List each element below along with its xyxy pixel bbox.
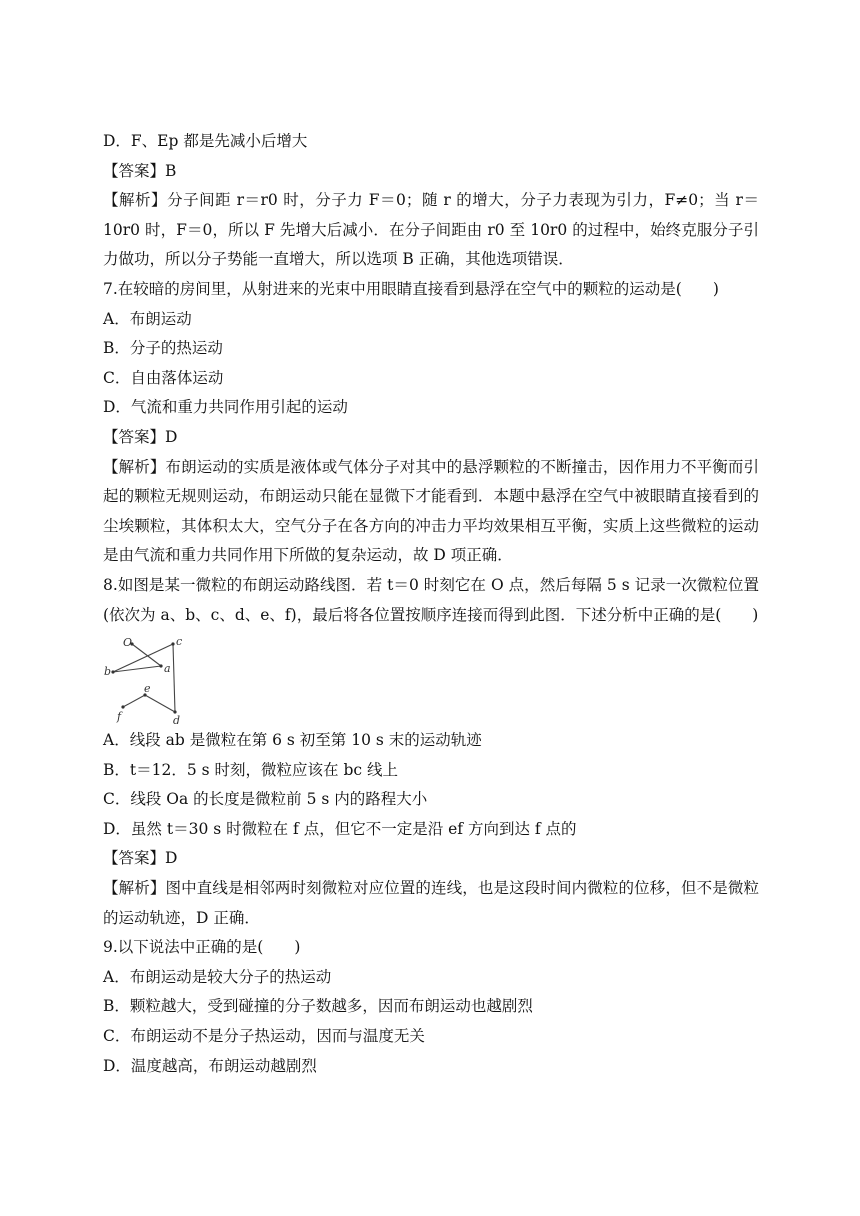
q8-option-d: D．虽然 t＝30 s 时微粒在 f 点，但它不一定是沿 ef 方向到达 f 点的 xyxy=(103,819,577,838)
brownian-path-diagram xyxy=(103,634,193,726)
q7-option-a: A．布朗运动 xyxy=(103,309,192,328)
point-b xyxy=(111,670,114,673)
path-segment-ef xyxy=(123,695,145,707)
q9-option-a: A．布朗运动是较大分子的热运动 xyxy=(103,967,332,986)
q8-analysis: 【解析】图中直线是相邻两时刻微粒对应位置的连线，也是这段时间内微粒的位移，但不是微粒的运动轨迹，D 正确． xyxy=(103,879,759,927)
q9-stem: 9.以下说法中正确的是( ) xyxy=(103,938,301,957)
label-c: c xyxy=(176,635,183,649)
q8-option-c: C．线段 Oa 的长度是微粒前 5 s 内的路程大小 xyxy=(103,790,428,809)
q6-option-d: D．F、Ep 都是先减小后增大 xyxy=(103,132,308,150)
path-segment-oa xyxy=(132,644,161,666)
q6-analysis: 【解析】分子间距 r＝r0 时，分子力 F＝0；随 r 的增大，分子力表现为引力，F≠0；当 r＝10r0 时，F＝0，所以 F 先增大后减小．在分子间距由 r0 至 10r0 的过程中，始终克服分子引力做功，所以分子势能一直增大，所以选项 B 正确，其他选项错误． xyxy=(103,191,759,269)
q7-analysis: 【解析】布朗运动的实质是液体或气体分子对其中的悬浮颗粒的不断撞击，因作用力不平衡而引起的颗粒无规则运动，布朗运动只能在显微下才能看到．本题中悬浮在空气中被眼睛直接看到的尘埃颗粒，其体积太大，空气分子在各方向的冲击力平均效果相互平衡，实质上这些微粒的运动是由气流和重力共同作用下所做的复杂运动，故 D 项正确． xyxy=(103,457,759,565)
label-a: a xyxy=(164,662,171,676)
q7-stem: 7.在较暗的房间里，从射进来的光束中用眼睛直接看到悬浮在空气中的颗粒的运动是( ) xyxy=(103,279,719,298)
label-d: d xyxy=(173,714,181,727)
path-segment-cd xyxy=(173,644,175,712)
point-a xyxy=(159,664,162,667)
q9-option-c: C．布朗运动不是分子热运动，因而与温度无关 xyxy=(103,1027,425,1046)
q7-option-c: C．自由落体运动 xyxy=(103,368,224,387)
q8-answer: 【答案】D xyxy=(103,849,178,868)
q6-answer: 【答案】B xyxy=(103,161,177,180)
label-e: e xyxy=(144,682,151,696)
q8-stem: 8.如图是某一微粒的布朗运动路线图．若 t＝0 时刻它在 O 点，然后每隔 5 s 记录一次微粒位置(依次为 a、b、c、d、e、f)，最后将各位置按顺序连接而得到此图．下述分析中正确的是( ) xyxy=(103,575,759,624)
label-o: O xyxy=(123,636,133,650)
point-c xyxy=(171,642,174,645)
q8-option-b: B．t＝12．5 s 时刻，微粒应该在 bc 线上 xyxy=(103,760,398,779)
brownian-path-figure xyxy=(103,634,193,726)
label-b: b xyxy=(104,665,112,679)
point-f xyxy=(121,705,124,708)
q7-option-d: D．气流和重力共同作用引起的运动 xyxy=(103,398,348,417)
q7-option-b: B．分子的热运动 xyxy=(103,339,223,358)
document-content xyxy=(103,127,759,1081)
q9-option-b: B．颗粒越大，受到碰撞的分子数越多，因而布朗运动也越剧烈 xyxy=(103,997,533,1016)
path-segment-de xyxy=(145,695,175,712)
label-f: f xyxy=(117,710,122,724)
q8-option-a: A．线段 ab 是微粒在第 6 s 初至第 10 s 末的运动轨迹 xyxy=(103,731,482,750)
q9-option-d: D．温度越高，布朗运动越剧烈 xyxy=(103,1056,317,1075)
q7-answer: 【答案】D xyxy=(103,427,178,446)
